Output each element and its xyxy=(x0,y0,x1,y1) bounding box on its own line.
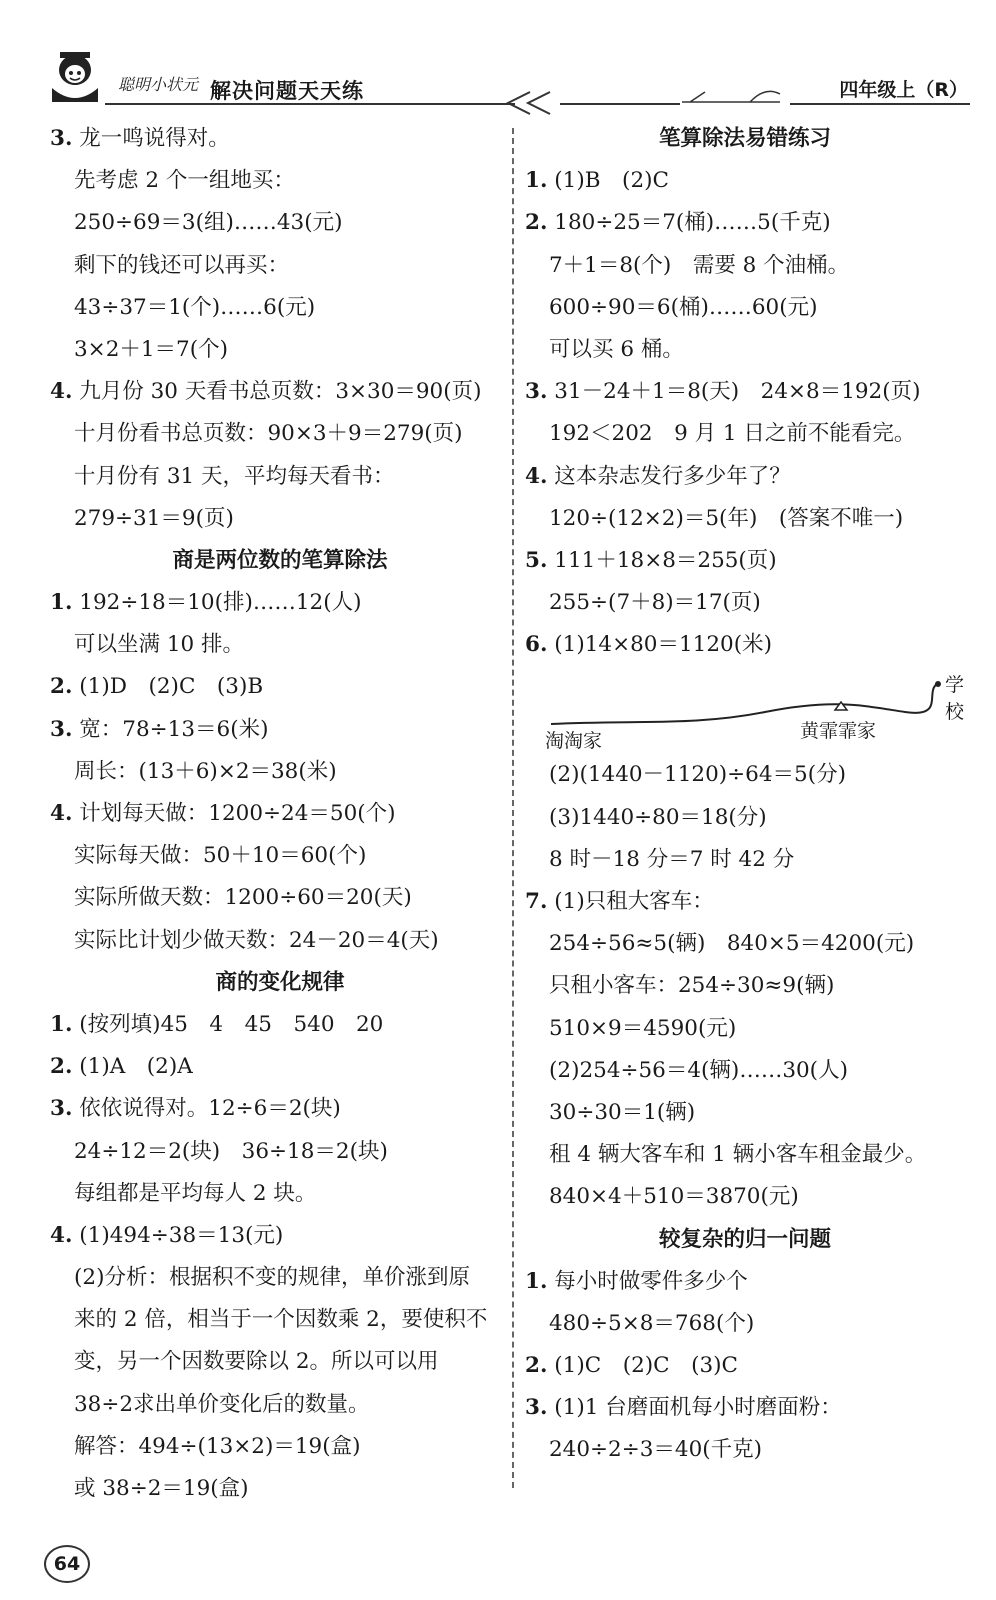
section-title: 较复杂的归一问题 xyxy=(658,1226,831,1252)
answer-line: 1. (按列填)45 4 45 540 20 xyxy=(50,1011,384,1037)
answer-line: 4. 九月份 30 天看书总页数：3×30＝90(页) xyxy=(50,379,482,405)
answer-line: 先考虑 2 个一组地买： xyxy=(74,168,295,194)
answer-line: 来的 2 倍，相当于一个因数乘 2，要使积不 xyxy=(74,1307,488,1333)
left-column xyxy=(50,118,510,1510)
answer-line: 4. 这本杂志发行多少年了？ xyxy=(525,463,791,489)
school-label: 学校 xyxy=(945,674,965,724)
answer-line: 解答：494÷(13×2)＝19(盒) xyxy=(74,1433,361,1459)
answer-line: 2. (1)C (2)C (3)C xyxy=(525,1353,739,1379)
answer-line: 250÷69＝3(组)……43(元) xyxy=(74,210,343,236)
route-line xyxy=(545,666,965,754)
answer-line: 4. 计划每天做：1200÷24＝50(个) xyxy=(50,801,396,826)
mascot-icon xyxy=(40,48,110,104)
answer-line: 1. 192÷18＝10(排)……12(人) xyxy=(50,590,362,616)
answer-line: 租 4 辆大客车和 1 辆小客车租金最少。 xyxy=(549,1142,927,1168)
answer-line: 480÷5×8＝768(个) xyxy=(549,1310,755,1336)
section-title: 商是两位数的笔算除法 xyxy=(172,547,388,573)
answer-line: 7. (1)只租大客车： xyxy=(525,889,714,914)
answer-line: 实际比计划少做天数：24－20＝4(天) xyxy=(74,927,439,953)
answer-line: 2. (1)A (2)A xyxy=(50,1054,193,1080)
answer-line: 2. (1)D (2)C (3)B xyxy=(50,674,264,700)
section-title: 笔算除法易错练习 xyxy=(658,126,831,151)
answer-line: 6. (1)14×80＝1120(米) xyxy=(525,632,772,658)
answer-line: 8 时－18 分＝7 时 42 分 xyxy=(549,846,795,872)
answer-line: 7＋1＝8(个) 需要 8 个油桶。 xyxy=(549,252,850,278)
header-rule-mid xyxy=(560,103,680,105)
answer-line: 或 38÷2＝19(盒) xyxy=(74,1476,249,1501)
route-diagram xyxy=(545,666,965,754)
answer-line: 255÷(7＋8)＝17(页) xyxy=(549,590,761,616)
answer-line: 周长：(13＋6)×2＝38(米) xyxy=(74,758,337,784)
answer-line: 4. (1)494÷38＝13(元) xyxy=(50,1222,284,1248)
page-header xyxy=(0,0,996,110)
arrow-decoration-icon xyxy=(500,88,560,118)
answer-line: 510×9＝4590(元) xyxy=(549,1015,737,1041)
answer-line: (3)1440÷80＝18(分) xyxy=(549,804,767,830)
answer-line: (2)(1440－1120)÷64＝5(分) xyxy=(549,762,846,788)
answer-line: 600÷90＝6(桶)……60(元) xyxy=(549,294,818,320)
leaf-decoration-icon xyxy=(680,82,790,112)
answer-line: 3×2＋1＝7(个) xyxy=(74,336,229,362)
answer-line: 254÷56≈5(辆) 840×5＝4200(元) xyxy=(549,931,915,957)
answer-line: 38÷2求出单价变化后的数量。 xyxy=(74,1391,370,1417)
book-title: 解决问题天天练 xyxy=(210,79,364,103)
answer-line: (2)分析：根据积不变的规律，单价涨到原 xyxy=(74,1265,470,1291)
header-rule-left xyxy=(105,103,515,105)
answer-line: 可以坐满 10 排。 xyxy=(74,632,245,658)
answer-line: 3. 宽：78÷13＝6(米) xyxy=(50,716,269,742)
answer-line: 实际每天做：50＋10＝60(个) xyxy=(74,843,367,869)
answer-line: 3. 依依说得对。12÷6＝2(块) xyxy=(50,1096,341,1122)
answer-line: 120÷(12×2)＝5(年) (答案不唯一) xyxy=(549,505,904,531)
answer-line: 可以买 6 桶。 xyxy=(549,336,684,362)
answer-line: (2)254÷56＝4(辆)……30(人) xyxy=(549,1057,848,1083)
huang-home-label: 黄霏霏家 xyxy=(800,720,877,743)
answer-line: 3. 龙一鸣说得对。 xyxy=(50,126,230,151)
answer-line: 24÷12＝2(块) 36÷18＝2(块) xyxy=(74,1138,388,1164)
answer-line: 每组都是平均每人 2 块。 xyxy=(74,1180,317,1206)
page-number: 64 xyxy=(44,1545,90,1583)
answer-line: 2. 180÷25＝7(桶)……5(千克) xyxy=(525,210,831,236)
brand-name: 聪明小状元 xyxy=(118,75,199,94)
answer-line: 十月份看书总页数：90×3＋9＝279(页) xyxy=(74,421,463,447)
grade-label: 四年级上（R） xyxy=(839,79,968,101)
answer-line: 3. 31－24＋1＝8(天) 24×8＝192(页) xyxy=(525,379,921,405)
taotao-home-label: 淘淘家 xyxy=(545,730,603,753)
right-column xyxy=(525,118,965,1472)
column-divider xyxy=(512,128,514,1488)
answer-line: 1. (1)B (2)C xyxy=(525,168,669,194)
answer-line: 30÷30＝1(辆) xyxy=(549,1099,696,1125)
answer-line: 840×4＋510＝3870(元) xyxy=(549,1184,799,1210)
answer-line: 1. 每小时做零件多少个 xyxy=(525,1268,748,1294)
answer-line: 剩下的钱还可以再买： xyxy=(74,252,290,278)
answer-line: 十月份有 31 天，平均每天看书： xyxy=(74,463,395,489)
section-title: 商的变化规律 xyxy=(215,969,345,995)
answer-line: 192＜202 9 月 1 日之前不能看完。 xyxy=(549,421,916,447)
answer-line: 240÷2÷3＝40(千克) xyxy=(549,1437,763,1463)
answer-line: 279÷31＝9(页) xyxy=(74,505,234,531)
answer-line: 实际所做天数：1200÷60＝20(天) xyxy=(74,885,412,911)
answer-line: 变，另一个因数要除以 2。所以可以用 xyxy=(74,1349,439,1375)
answer-line: 43÷37＝1(个)……6(元) xyxy=(74,294,316,320)
header-rule-right xyxy=(790,103,970,105)
answer-line: 只租小客车：254÷30≈9(辆) xyxy=(549,973,835,999)
answer-line: 5. 111＋18×8＝255(页) xyxy=(525,547,777,573)
answer-line: 3. (1)1 台磨面机每小时磨面粉： xyxy=(525,1395,842,1421)
